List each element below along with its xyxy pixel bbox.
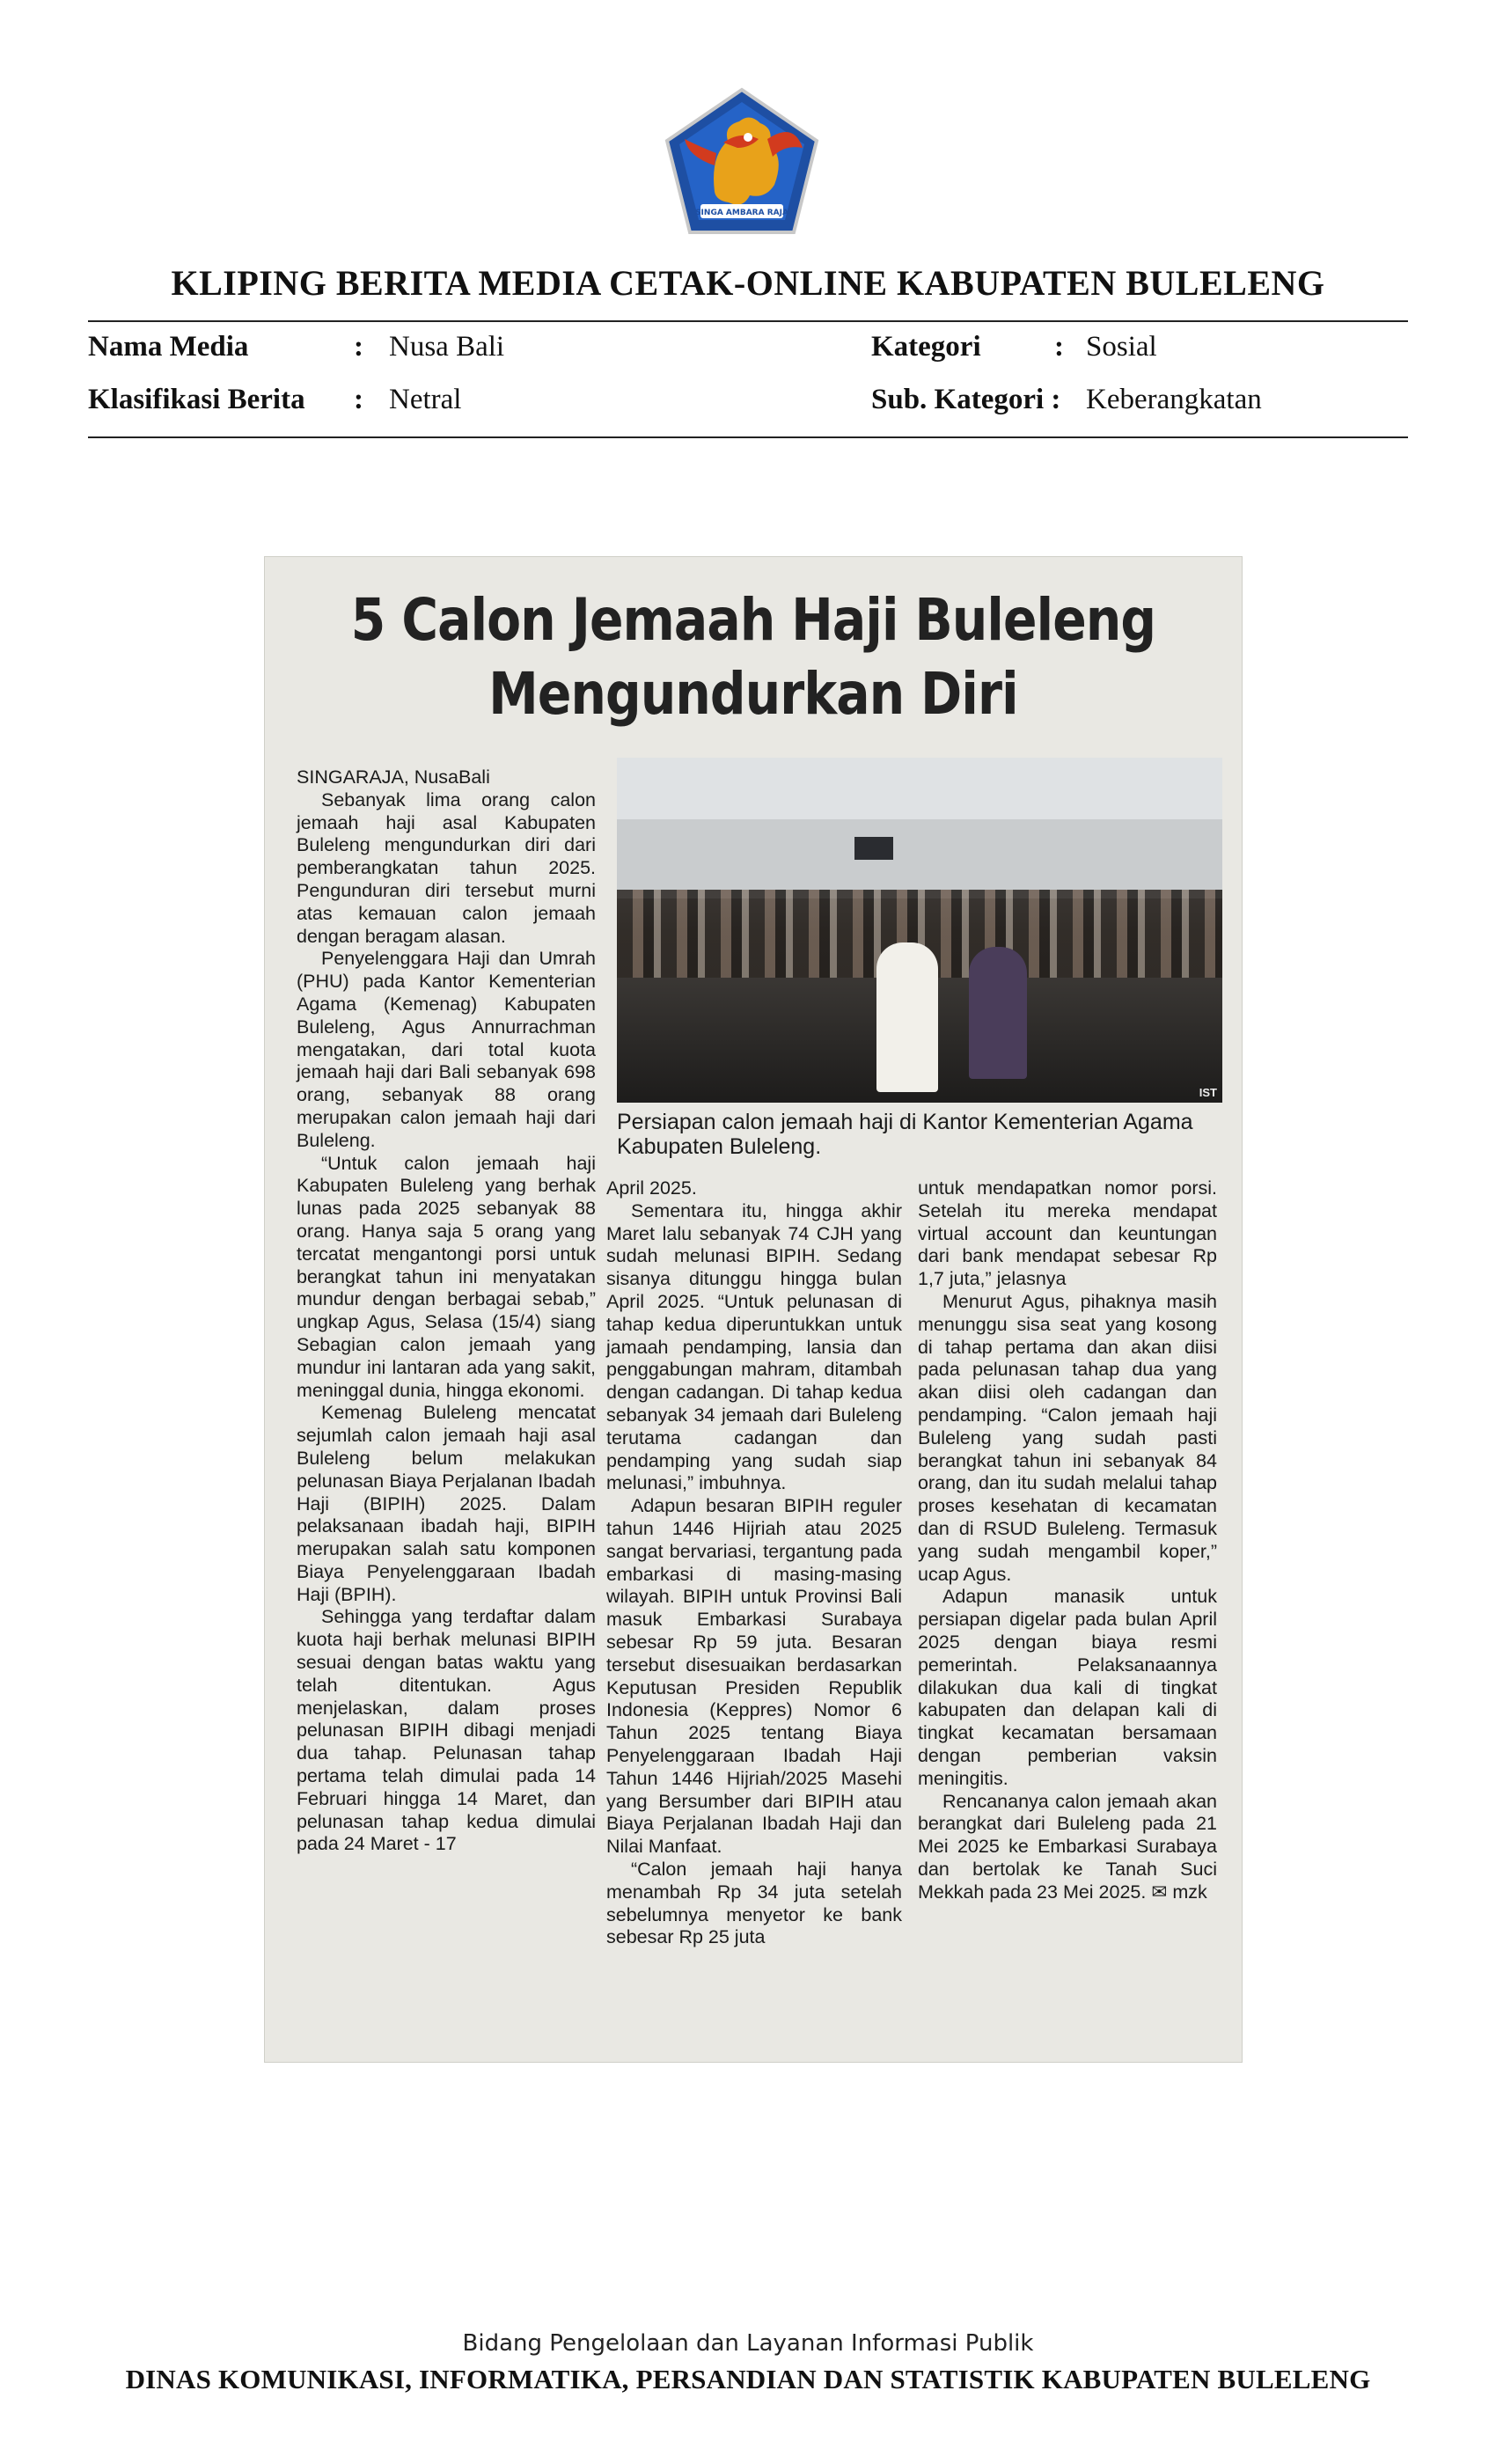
tv-screen	[854, 837, 893, 860]
colon: :	[354, 331, 363, 363]
article-photo	[617, 758, 1222, 1103]
klasifikasi-label: Klasifikasi Berita	[88, 384, 305, 415]
nama-media-value: Nusa Bali	[389, 331, 505, 363]
top-rule	[88, 320, 1408, 322]
seated-man-batik	[969, 947, 1027, 1079]
logo-motto: SINGA AMBARA RAJA	[695, 209, 788, 217]
article-column-2	[606, 1177, 902, 1949]
paragraph: Adapun manasik untuk persiapan digelar pada bulan April 2025 dengan biaya resmi pemerintah. Pelaksanaannya dilakukan dua kali di tingkat kabupaten dan delapan kali di tingkat kecamatan bersamaan dengan pemberian vaksin meningitis.	[918, 1586, 1217, 1789]
paragraph: Sebanyak lima orang calon jemaah haji asal Kabupaten Buleleng mengundurkan diri dari pemberangkatan tahun 2025. Pengunduran diri tersebut murni atas kemauan calon jemaah dengan beragam alasan.	[297, 788, 596, 947]
kategori-label: Kategori	[871, 331, 981, 363]
kategori-value: Sosial	[1086, 331, 1157, 363]
photo-wall	[617, 819, 1222, 898]
dateline: SINGARAJA, NusaBali	[297, 766, 490, 788]
paragraph: Sementara itu, hingga akhir Maret lalu sebanyak 74 CJH yang sudah melunasi BIPIH. Sedang sisanya ditunggu hingga bulan April 2025. “Untuk pelunasan di tahap kedua diperuntukkan untuk jamaah pendamping, lansia dan penggabungan mahram, ditambah dengan cadangan. Di tahap kedua sebanyak 34 jemaah dari Buleleng terutama cadangan dan pendamping yang sudah siap melunasi,” imbuhnya.	[606, 1199, 902, 1494]
nama-media-label: Nama Media	[88, 331, 249, 363]
footer-agency: DINAS KOMUNIKASI, INFORMATIKA, PERSANDIAN DAN STATISTIK KABUPATEN BULELENG	[125, 2364, 1371, 2394]
paragraph: “Calon jemaah haji hanya menambah Rp 34 juta setelah sebelumnya menyetor ke bank sebesar Rp 25 juta	[606, 1858, 902, 1948]
sub-kategori-value: Keberangkatan	[1086, 384, 1262, 415]
paragraph: “Untuk calon jemaah haji Kabupaten Buleleng yang berhak lunas pada 2025 sebanyak 88 orang. Hanya saja 5 orang yang tercatat mengantongi porsi untuk berangkat tahun ini menyatakan mundur dengan berbagai sebab,” ungkap Agus, Selasa (15/4) siang Sebagian calon jemaah yang mundur ini lantaran ada yang sakit, meninggal dunia, hingga ekonomi.	[297, 1152, 596, 1401]
paragraph: Menurut Agus, pihaknya masih menunggu sisa seat yang kosong di tahap pertama dan akan diisi pada pelunasan tahap dua yang akan diisi oleh cadangan dan pendamping. “Calon jemaah haji Buleleng yang sudah pasti berangkat tahun ini sebanyak 84 orang, dan itu sudah melalui tahap proses kesehatan di kecamatan dan di RSUD Buleleng. Termasuk yang sudah mengambil koper,” ucap Agus.	[918, 1290, 1217, 1585]
paragraph: Kemenag Buleleng mencatat sejumlah calon jemaah haji asal Buleleng belum melakukan pelunasan Biaya Perjalanan Ibadah Haji (BIPIH) 2025. Dalam pelaksanaan ibadah haji, BIPIH merupakan salah satu komponen Biaya Penyelenggaraan Ibadah Haji (BPIH).	[297, 1402, 596, 1605]
paragraph: untuk mendapatkan nomor porsi. Setelah itu mereka mendapat virtual account dan keuntungan dari bank mendapat sebesar Rp 1,7 juta,” jelasnya	[918, 1177, 1217, 1290]
photo-caption: Persiapan calon jemaah haji di Kantor Kementerian Agama Kabupaten Buleleng.	[617, 1110, 1193, 1159]
paragraph: Penyelenggara Haji dan Umrah (PHU) pada Kantor Kementerian Agama (Kemenag) Kabupaten Buleleng, Agus Annurrachman mengatakan, dari total kuota jemaah haji dari Bali sebanyak 698 orang, sebanyak 88 orang merupakan calon jemaah haji dari Buleleng.	[297, 948, 596, 1151]
article-column-1	[297, 766, 596, 1856]
page-title: KLIPING BERITA MEDIA CETAK-ONLINE KABUPATEN BULELENG	[171, 263, 1325, 303]
buleleng-emblem-logo	[662, 86, 822, 236]
headline-line-2: Mengundurkan Diri	[488, 660, 1018, 728]
sub-kategori-label: Sub. Kategori :	[871, 384, 1061, 415]
newspaper-clipping	[264, 556, 1243, 2063]
photo-credit: IST	[1199, 1086, 1217, 1099]
paragraph: April 2025.	[606, 1177, 697, 1199]
paragraph: Rencananya calon jemaah akan berangkat dari Buleleng pada 21 Mei 2025 ke Embarkasi Surabaya dan bertolak ke Tanah Suci Mekkah pada 23 Mei 2025. ✉ mzk	[918, 1790, 1217, 1903]
photo-ceiling	[617, 758, 1222, 819]
paragraph: Adapun besaran BIPIH reguler tahun 1446 Hijriah atau 2025 sangat bervariasi, tergantung pada embarkasi di masing-masing wilayah. BIPIH untuk Provinsi Bali masuk Embarkasi Surabaya sebesar Rp 59 juta. Besaran tersebut disesuaikan berdasarkan Keputusan Presiden Republik Indonesia (Keppres) Nomor 6 Tahun 2025 tentang Biaya Penyelenggaraan Ibadah Haji Tahun 1446 Hijriah/2025 Masehi yang Bersumber dari BIPIH atau Biaya Perjalanan Ibadah Haji dan Nilai Manfaat.	[606, 1495, 902, 1858]
article-headline	[334, 583, 1174, 731]
article-column-3	[918, 1177, 1217, 1904]
seated-man-white	[876, 942, 938, 1092]
headline-line-1: 5 Calon Jemaah Haji Buleleng	[350, 586, 1156, 654]
klasifikasi-value: Netral	[389, 384, 462, 415]
colon: :	[354, 384, 363, 415]
colon: :	[1054, 331, 1064, 363]
footer-department: Bidang Pengelolaan dan Layanan Informasi Publik	[462, 2330, 1034, 2357]
meta-bottom-rule	[88, 436, 1408, 438]
paragraph: Sehingga yang terdaftar dalam kuota haji berhak melunasi BIPIH sesuai dengan batas waktu yang telah ditentukan. Agus menjelaskan, dalam proses pelunasan BIPIH dibagi menjadi dua tahap. Pelunasan tahap pertama telah dimulai pada 14 Februari hingga 14 Maret, dan pelunasan tahap kedua dimulai pada 24 Maret - 17	[297, 1606, 596, 1855]
